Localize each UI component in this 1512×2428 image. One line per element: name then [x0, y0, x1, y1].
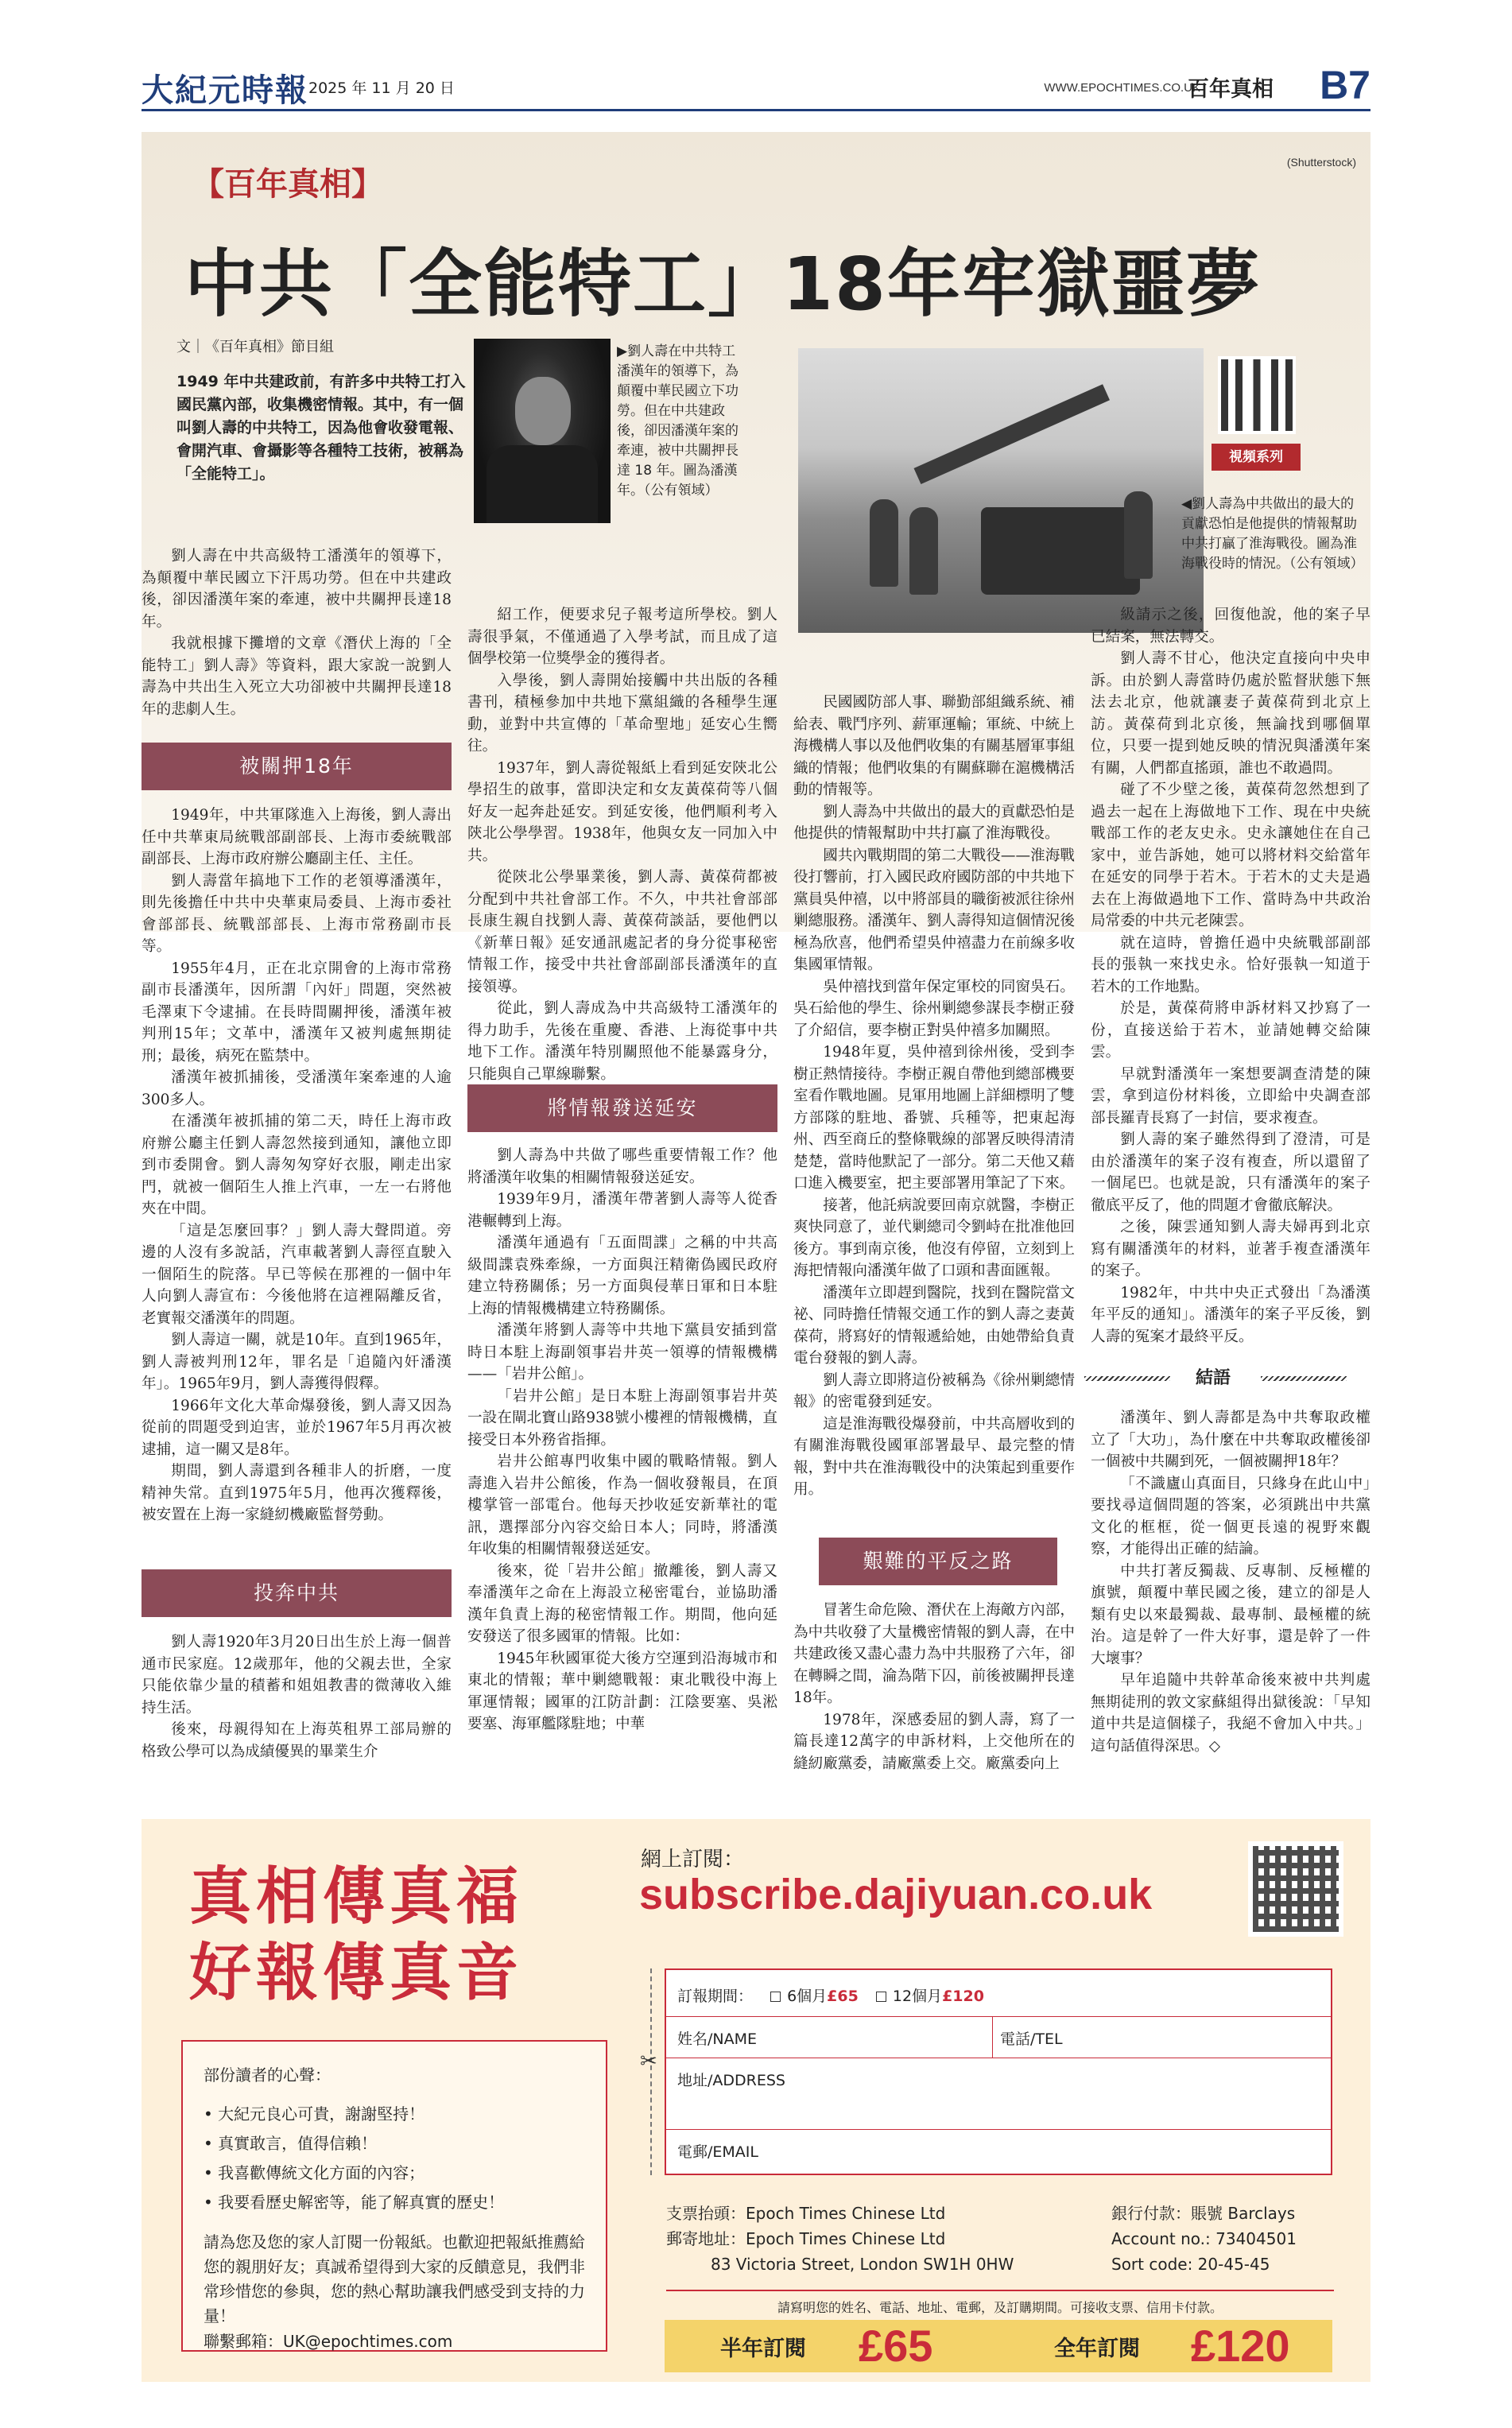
paragraph: 1966年文化大革命爆發後，劉人壽又因為從前的問題受到迫害，並於1967年5月再次被逮捕，這一關又是8年。	[142, 1397, 452, 1458]
article-column	[1091, 604, 1370, 1348]
paragraph: 劉人壽為中共做了哪些重要情報工作？他將潘漢年收集的相關情報發送延安。	[467, 1147, 777, 1186]
subscribe-qr-code[interactable]	[1248, 1841, 1343, 1937]
newspaper-logo: 大紀元時報	[142, 72, 308, 109]
reader-quote: • 真實敢言，值得信賴！	[204, 2134, 378, 2153]
cheque-payee: 支票抬頭：Epoch Times Chinese Ltd	[666, 2204, 946, 2223]
paragraph: 民國國防部人事、聯勤部組織系統、補給表、戰鬥序列、薪軍運輸；軍統、中統上海機構人事以及他們收集的有關基層軍事組織的情報；他們收集的有關蘇聯在滬機構活動的情報等。	[793, 694, 1075, 798]
full-year-label: 全年訂閱	[1054, 2337, 1140, 2361]
paragraph: 紹工作，便要求兒子報考這所學校。劉人壽很爭氣，不僅通過了入學考試，而且成了這個學校第一位獎學金的獲得者。	[467, 607, 777, 667]
paragraph: 入學後，劉人壽開始接觸中共出版的各種書刊，積極參加中共地下黨組織的各種學生運動，並對中共宣傳的「革命聖地」延安心生嚮往。	[467, 672, 777, 754]
checkbox-12-months[interactable]	[876, 1992, 886, 2002]
slogan-line: 真相傳真福	[189, 1861, 524, 1933]
paragraph: 中共打著反獨裁、反專制、反極權的旗號，顛覆中華民國之後，建立的卻是人類有史以來最獨裁、最專制、最極權的統治。這是幹了一件大好事，還是幹了一件大壞事？	[1091, 1562, 1370, 1667]
article-column	[142, 545, 452, 720]
paragraph: 劉人壽1920年3月20日出生於上海一個普通市民家庭。12歲那年，他的父親去世，全家只能依靠少量的積蓄和姐姐教書的微薄收入維持生活。	[142, 1634, 452, 1716]
paragraph: 「這是怎麼回事？」劉人壽大聲問道。旁邊的人沒有多說話，汽車載著劉人壽徑直駛入一個陌生的院落。早已等候在那裡的一個中年人向劉人壽宣布：今後他將在這裡隔離反省，老實報交潘漢年的問題。	[142, 1222, 452, 1327]
tel-field[interactable]: 電話/TEL	[1000, 2030, 1063, 2048]
full-year-price[interactable]: £120	[1191, 2321, 1290, 2371]
paragraph: 1978年，深感委屈的劉人壽，寫了一篇長達12萬字的申訴材料，上交他所在的縫紉廠黨委，請廠黨委上交。廠黨委向上	[793, 1711, 1075, 1772]
paragraph: 1939年9月，潘漢年帶著劉人壽等人從香港輾轉到上海。	[467, 1191, 777, 1230]
site-url[interactable]: WWW.EPOCHTIMES.CO.UK	[1044, 81, 1200, 95]
paragraph: 後來，母親得知在上海英租界工部局辦的格致公學可以為成績優異的畢業生介	[142, 1721, 452, 1760]
portrait-body	[487, 445, 598, 523]
checkbox-6-months[interactable]	[770, 1992, 781, 2002]
paragraph: 碰了不少壁之後，黃葆荷忽然想到了過去一起在上海做地下工作、現在中央統戰部工作的老友史永。史永讓她住在自己家中，並告訴她，她可以將材料交給當年在延安的同學于若木。于若木的丈夫是過去在上海做過地下工作、當時為中共政治局常委的中共元老陳雲。	[1091, 782, 1370, 929]
paragraph: 潘漢年將劉人壽等中共地下黨員安插到當時日本駐上海副領事岩井英一領導的情報機構——「岩井公館」。	[467, 1322, 777, 1383]
reader-appeal: 請為您及您的家人訂閱一份報紙。也歡迎把報紙推薦給您的親朋好友；真誠希望得到大家的反饋意見，我們非常珍惜您的參與，您的熱心幫助讓我們感受到支持的力量！	[204, 2232, 585, 2325]
subhead-join-ccp: 投奔中共	[142, 1569, 452, 1617]
subscribe-url[interactable]: subscribe.dajiyuan.co.uk	[639, 1871, 1153, 1918]
decorative-rule	[1261, 1376, 1347, 1381]
price-6-months: £65	[827, 1988, 859, 2005]
paragraph: 劉人壽為中共做出的最大的貢獻恐怕是他提供的情報幫助中共打贏了淮海戰役。	[793, 803, 1075, 842]
issue-date: 2025 年 11 月 20 日	[308, 80, 455, 97]
period-label: 訂報期間：	[677, 1988, 754, 2005]
artillery-body	[981, 507, 1140, 595]
photo-credit: (Shutterstock)	[1286, 156, 1356, 169]
kicker: 【百年真相】	[192, 166, 383, 203]
subscription-ad	[142, 1819, 1370, 2382]
masthead	[142, 62, 1370, 111]
paragraph: 就在這時，曾擔任過中央統戰部副部長的張執一來找史永。恰好張執一知道于若木的工作地點。	[1091, 934, 1370, 995]
paragraph: 從陝北公學畢業後，劉人壽、黃葆荷都被分配到中共社會部工作。不久，中共社會部部長康生親自找劉人壽、黃葆荷談話，要他們以《新華日報》延安通訊處記者的身分從事秘密情報工作，接受中共社會部副部長潘漢年的直接領導。	[467, 869, 777, 995]
reader-quote: • 我喜歡傳統文化方面的內容；	[204, 2163, 425, 2182]
battle-photo	[798, 348, 1204, 633]
video-series-badge[interactable]: 視頻系列	[1212, 444, 1301, 471]
soldier-figure	[870, 499, 898, 587]
paragraph: 在潘漢年被抓捕的第二天，時任上海市政府辦公廳主任劉人壽忽然接到通知，讓他立即到市委開會。劉人壽匆匆穿好衣服，剛走出家門，就被一個陌生人推上汽車，一左一右將他夾在中間。	[142, 1113, 452, 1217]
cheque-info	[666, 2201, 1111, 2277]
paragraph: 劉人壽立即將這份被稱為《徐州剿總情報》的密電發到延安。	[793, 1371, 1075, 1410]
artillery-barrel	[914, 384, 1110, 484]
article-column	[793, 1600, 1075, 1774]
address-field[interactable]: 地址/ADDRESS	[677, 2072, 785, 2089]
paragraph: 接著，他託病說要回南京就醫，李樹正爽快同意了，並代剿總司令劉峙在批准他回後方。事到南京後，他沒有停留，立刻到上海把情報向潘漢年做了口頭和書面匯報。	[793, 1197, 1075, 1279]
account-number: Account no.: 73404501	[1111, 2229, 1297, 2248]
headline: 中共「全能特工」18年牢獄噩夢	[184, 242, 1262, 327]
slogan-line: 好報傳真音	[189, 1937, 524, 2009]
half-year-label: 半年訂閱	[720, 2337, 806, 2361]
option-12-months: 12個月	[892, 1988, 943, 2005]
paragraph: 期間，劉人壽還到各種非人的折磨，一度精神失常。直到1975年5月，他再次獲釋後，被安置在上海一家縫紉機廠監督勞動。	[142, 1463, 452, 1523]
email-field[interactable]: 電郵/EMAIL	[677, 2143, 758, 2161]
mail-address: 83 Victoria Street, London SW1H 0HW	[711, 2255, 1014, 2274]
article-column	[467, 604, 777, 1085]
soldier-figure	[909, 507, 938, 595]
paragraph: 「不識廬山真面目，只緣身在此山中」要找尋這個問題的答案，必須跳出中共黨文化的框框，從一個更長遠的視野來觀察，才能得出正確的結論。	[1091, 1475, 1370, 1557]
price-bar	[665, 2320, 1332, 2372]
online-subscribe-label: 網上訂閱：	[641, 1848, 745, 1871]
paragraph: 1955年4月，正在北京開會的上海市常務副市長潘漢年，因所謂「內奸」問題，突然被毛澤東下令逮捕。在長時間關押後，潘漢年被判刑15年；文革中，潘漢年又被判處無期徒刑；最後，病死在監禁中。	[142, 960, 452, 1065]
sort-code: Sort code: 20-45-45	[1111, 2255, 1270, 2274]
article-column	[467, 1145, 777, 1736]
article-column	[142, 1631, 452, 1763]
paragraph: 這是淮海戰役爆發前，中共高層收到的有關淮海戰役國軍部署最早、最完整的情報，對中共在淮海戰役中的決策起到重要作用。	[793, 1415, 1075, 1498]
paragraph: 1937年，劉人壽從報紙上看到延安陝北公學招生的啟事，當即決定和女友黃葆荷等八個好友一起奔赴延安。到延安後，他們順利考入陝北公學學習。1938年，他與女友一同加入中共。	[467, 759, 777, 864]
contact-email[interactable]: 聯繫郵箱：UK@epochtimes.com	[204, 2332, 453, 2351]
ad-slogan	[189, 1859, 523, 2011]
paragraph: 早年追隨中共幹革命後來被中共判處無期徒刑的敦文家蘇組得出獄後說：「早知道中共是這個樣子，我絕不會加入中共。」這句話值得深思。◇	[1091, 1672, 1370, 1755]
subhead-intel-yanan: 將情報發送延安	[467, 1084, 777, 1132]
mail-address-label: 郵寄地址：Epoch Times Chinese Ltd	[666, 2229, 946, 2248]
paragraph: 岩井公館專門收集中國的戰略情報。劉人壽進入岩井公館後，作為一個收發報員，在頂樓掌管一部電台。他每天抄收延安新華社的電訊，選擇部分內容交給日本人；同時，將潘漢年收集的相關情報發送延安。	[467, 1453, 777, 1557]
paragraph: 從此，劉人壽成為中共高級特工潘漢年的得力助手，先後在重慶、香港、上海從事中共地下工作。潘漢年特別關照他不能暴露身分，只能與自己單線聯繫。	[467, 1000, 777, 1083]
paragraph: 我就根據下攤增的文章《潛伏上海的「全能特工」劉人壽》等資料，跟大家說一說劉人壽為中共出生入死立大功卻被中共關押長達18年的悲劇人生。	[142, 635, 452, 718]
paragraph: 潘漢年通過有「五面間諜」之稱的中共高級間諜袁殊牽線，一方面與汪精衛偽國民政府建立特務關係；另一方面與侵華日軍和日本駐上海的情報機構建立特務關係。	[467, 1235, 777, 1317]
lede: 1949 年中共建政前，有許多中共特工打入國民黨內部，收集機密情報。其中，有一個叫劉人壽的中共特工，因為他會收發電報、會開汽車、會攝影等各種特工技術，被稱為「全能特工」。	[176, 373, 466, 483]
scissors-icon: ✂	[640, 2050, 657, 2073]
paragraph: 劉人壽當年搞地下工作的老領導潘漢年，則先後擔任中共中央華東局委員、上海市委社會部部長、統戰部部長、上海市常務副市長等。	[142, 872, 452, 955]
paragraph: 1982年，中共中央正式發出「為潘漢年平反的通知」。潘漢年的案子平反後，劉人壽的冤案才最終平反。	[1091, 1284, 1370, 1345]
reader-quote: • 大紀元良心可貴，謝謝堅持！	[204, 2104, 425, 2124]
half-year-price[interactable]: £65	[859, 2321, 933, 2371]
subhead-rehabilitation: 艱難的平反之路	[819, 1538, 1057, 1585]
paragraph: 級請示之後，回復他說，他的案子早已結案，無法轉交。	[1091, 607, 1370, 646]
byline: 文｜《百年真相》節目組	[176, 339, 334, 355]
bank-name: 銀行付款：賬號 Barclays	[1111, 2204, 1296, 2223]
bank-info	[1111, 2201, 1334, 2277]
decorative-rule	[1084, 1376, 1170, 1381]
video-qr-code[interactable]	[1218, 356, 1296, 434]
paragraph: 潘漢年被抓捕後，受潘漢年案牽連的人逾300多人。	[142, 1069, 452, 1108]
portrait-caption: ▶劉人壽在中共特工潘漢年的領導下，為顛覆中華民國立下功勞。但在中共建政後，卻因潘漢年案的牽連，被中共關押長達 18 年。圖為潘漢年。（公有領域）	[617, 343, 739, 498]
option-6-months: 6個月	[787, 1988, 828, 2005]
paragraph: 1948年夏，吳仲禧到徐州後，受到李樹正熱情接待。李樹正親自帶他到總部機要室看作戰地圖。見軍用地圖上詳細標明了雙方部隊的駐地、番號、兵種等，把東起海州、西至商丘的整條戰線的部署反映得清清楚楚，當時他默記了一部分。第二天他又藉口進入機要室，把主要部署用筆記了下來。	[793, 1044, 1075, 1192]
payment-note: 請寫明您的姓名、電話、地址、電郵，及訂購期間。可接收支票、信用卡付款。	[666, 2290, 1334, 2316]
form-divider	[992, 2016, 993, 2058]
subscription-form	[665, 1968, 1332, 2175]
reader-testimonials	[181, 2040, 607, 2352]
reader-title: 部份讀者的心聲：	[204, 2065, 331, 2085]
paragraph: 1945年秋國軍從大後方空運到沿海城市和東北的情報；華中剿總戰報：東北戰役中海上軍運情報；國軍的江防計劃：江陰要塞、吳淞要塞、海軍艦隊駐地；中華	[467, 1650, 777, 1732]
paragraph: 國共內戰期間的第二大戰役——淮海戰役打響前，打入國民政府國防部的中共地下黨員吳仲禧，以中將部員的職銜被派往徐州剿總服務。潘漢年、劉人壽得知這個情況後極為欣喜，他們希望吳仲禧盡力在前線多收集國軍情報。	[793, 847, 1075, 973]
paragraph: 早就對潘漢年一案想要調查清楚的陳雲，拿到這份材料後，立即給中央調查部部長羅青長寫了一封信，要求複查。	[1091, 1065, 1370, 1127]
article-column	[793, 692, 1075, 1501]
paragraph: 後來，從「岩井公館」撤離後，劉人壽又奉潘漢年之命在上海設立秘密電台，並協助潘漢年負責上海的秘密情報工作。期間，他向延安發送了很多國軍的情報。比如：	[467, 1562, 777, 1645]
paragraph: 劉人壽的案子雖然得到了澄清，可是由於潘漢年的案子沒有複查，所以還留了一個尾巴。也就是說，只有潘漢年的案子徹底平反了，他的問題才會徹底解決。	[1091, 1131, 1370, 1214]
battle-caption: ◀劉人壽為中共做出的最大的貢獻恐怕是他提供的情報幫助中共打贏了淮海戰役。圖為淮海戰役時的情況。（公有領域）	[1181, 496, 1364, 572]
paragraph: 潘漢年立即趕到醫院，找到在醫院當文祕、同時擔任情報交通工作的劉人壽之妻黃葆荷，將寫好的情報遞給她，由她帶給負責電台發報的劉人壽。	[793, 1284, 1075, 1367]
reader-quote: • 我要看歷史解密等，能了解真實的歷史！	[204, 2193, 505, 2212]
paragraph: 1949年，中共軍隊進入上海後，劉人壽出任中共華東局統戰部副部長、上海市委統戰部副部長、上海市政府辦公廳副主任、主任。	[142, 807, 452, 867]
paragraph: 劉人壽這一關，就是10年。直到1965年，劉人壽被判刑12年，罪名是「追隨內奸潘漢年」。1965年9月，劉人壽獲得假釋。	[142, 1332, 452, 1392]
article-column	[142, 805, 452, 1526]
conclusion-label: 結語	[1196, 1368, 1231, 1388]
paragraph: 於是，黃葆荷將申訴材料又抄寫了一份，直接送給于若木，並請她轉交給陳雲。	[1091, 1000, 1370, 1061]
portrait-face	[515, 377, 571, 445]
paragraph: 劉人壽在中共高級特工潘漢年的領導下，為顛覆中華民國立下汗馬功勞。但在中共建政後，卻因潘漢年案的牽連，被中共關押長達18年。	[142, 548, 452, 630]
paragraph: 「岩井公館」是日本駐上海副領事岩井英一設在閘北寶山路938號小樓裡的情報機構，直接受日本外務省指揮。	[467, 1387, 777, 1449]
price-12-months: £120	[942, 1988, 984, 2005]
period-row	[677, 1984, 984, 2006]
name-field[interactable]: 姓名/NAME	[677, 2030, 758, 2048]
article-column	[1091, 1407, 1370, 1757]
section-name: 百年真相	[1188, 77, 1274, 102]
soldier-figure	[1124, 491, 1153, 579]
portrait-photo	[474, 339, 611, 523]
subhead-detained: 被關押18年	[142, 743, 452, 790]
paragraph: 冒著生命危險、潛伏在上海敵方內部，為中共收發了大量機密情報的劉人壽，在中共建政後又盡心盡力為中共服務了六年，卻在轉瞬之間，淪為階下囚，前後被關押長達18年。	[793, 1602, 1075, 1706]
form-divider	[666, 2129, 1331, 2130]
paragraph: 吳仲禧找到當年保定軍校的同窗吳石。吳石給他的學生、徐州剿總參謀長李樹正發了介紹信，要李樹正對吳仲禧多加關照。	[793, 978, 1075, 1039]
paragraph: 之後，陳雲通知劉人壽夫婦再到北京寫有關潘漢年的材料，並著手複查潘漢年的案子。	[1091, 1219, 1370, 1279]
form-divider	[666, 2016, 1331, 2017]
paragraph: 潘漢年、劉人壽都是為中共奪取政權立了「大功」，為什麼在中共奪取政權後卻一個被中共關到死，一個被關押18年？	[1091, 1410, 1370, 1470]
page-number: B7	[1320, 63, 1370, 107]
conclusion-heading	[1084, 1364, 1372, 1390]
paragraph: 劉人壽不甘心，他決定直接向中央申訴。由於劉人壽當時仍處於監督狀態下無法去北京，他就讓妻子黃葆荷到北京上訪。黃葆荷到北京後，無論找到哪個單位，只要一提到她反映的情況與潘漢年案有關，人們都直搖頭，誰也不敢過問。	[1091, 650, 1370, 777]
